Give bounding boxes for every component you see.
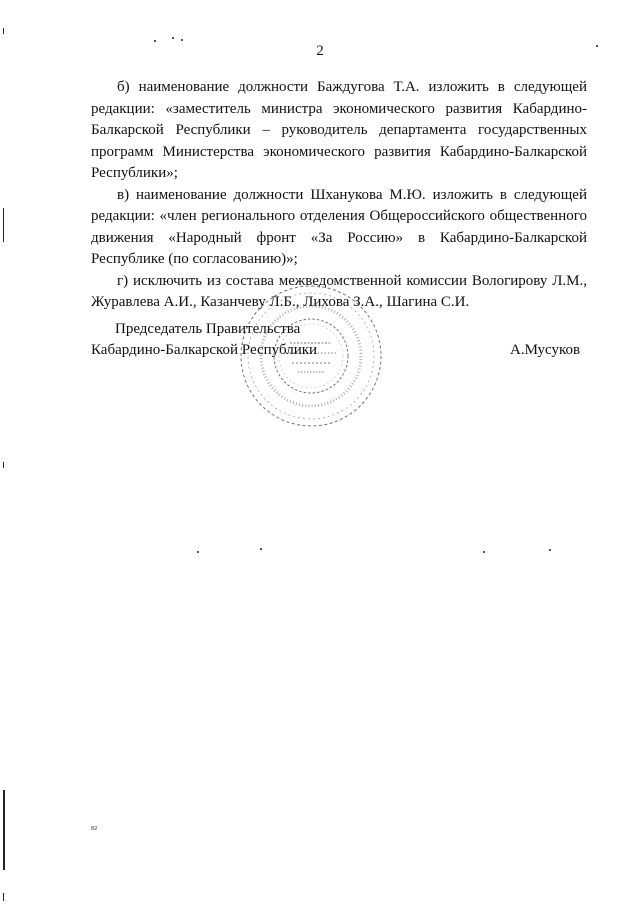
scan-speck [260, 548, 262, 550]
paragraph-g: г) исключить из состава межведомственной комиссии Вологирову Л.М., Журавлева А.И., Казанчеву Л.Б., Лихова З.А., Шагина С.И. [91, 272, 587, 310]
page-number: 2 [316, 43, 324, 59]
scan-speck [154, 40, 156, 42]
scan-speck [197, 551, 199, 553]
scan-speck [181, 39, 183, 41]
scan-edge-mark [3, 790, 5, 870]
paragraph-b: б) наименование должности Баждугова Т.А. изложить в следующей редакции: «заместитель министра экономического развития Кабардино-Балкарской Республики – руководитель департамента государственных программ Министерства экономического развития Кабардино-Балкарской Республики»; [91, 79, 587, 181]
scan-edge-mark [3, 28, 4, 34]
footer-mark: 82 [91, 826, 98, 832]
scan-edge-mark [3, 208, 4, 242]
paragraph-v: в) наименование должности Шханукова М.Ю. изложить в следующей редакции: «член регионального отделения Общероссийского общественного движения «Народный фронт «За Россию» в Кабардино-Балкарской Республике (по согласованию)»; [91, 186, 587, 267]
document-body [91, 77, 587, 314]
signatory-title [91, 319, 351, 361]
signatory-title-line2: Кабардино-Балкарской Республики [91, 342, 318, 358]
scan-edge-mark [3, 893, 4, 901]
scan-speck [172, 37, 174, 39]
signatory-name: А.Мусуков [510, 342, 581, 358]
scan-edge-mark [3, 462, 4, 468]
signatory-title-line1: Председатель Правительства [115, 321, 301, 337]
scan-speck [483, 551, 485, 553]
scan-speck [549, 549, 551, 551]
